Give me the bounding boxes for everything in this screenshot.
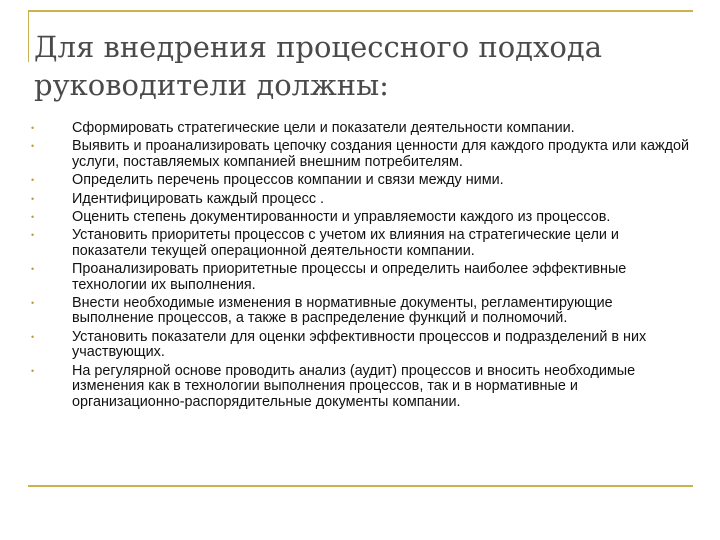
bullet-icon: • <box>31 193 35 204</box>
top-rule <box>28 10 693 12</box>
bullet-icon: • <box>31 331 35 342</box>
title-line-1: Для внедрения процессного подхода <box>34 30 602 64</box>
list-item <box>30 173 690 188</box>
list-item <box>30 364 690 410</box>
list-item <box>30 262 690 293</box>
list-item-text: Установить приоритеты процессов с учетом их влияния на стратегические цели и показатели текущей операционной деятельности компании. <box>72 227 619 259</box>
slide-title <box>34 28 684 104</box>
bullet-icon: • <box>31 298 35 309</box>
list-item-text: Установить показатели для оценки эффективности процессов и подразделений в них участвующих. <box>72 328 647 361</box>
list-item-text: Внести необходимые изменения в нормативные документы, регламентирующие выполнение процессов, а также в распределение функций и полномочий. <box>72 295 613 327</box>
bullet-icon: • <box>31 175 35 186</box>
list-item <box>30 296 690 327</box>
list-item-text: Определить перечень процессов компании и связи между ними. <box>72 172 504 189</box>
list-item-text: На регулярной основе проводить анализ (аудит) процессов и вносить необходимые изменения как в технологии выполнения процессов, так и в нормативные и организационно-распорядительные документы компании. <box>72 362 636 410</box>
list-item <box>30 192 690 207</box>
bullet-icon: • <box>31 264 35 275</box>
list-item <box>30 228 690 259</box>
list-item <box>30 210 690 225</box>
left-accent-rule <box>28 10 29 62</box>
title-line-2: руководители должны: <box>34 68 389 102</box>
list-item-text: Проанализировать приоритетные процессы и определить наиболее эффективные технологии их выполнения. <box>72 261 627 293</box>
list-item-text: Сформировать стратегические цели и показатели деятельности компании. <box>72 120 575 136</box>
bullet-list <box>30 121 690 413</box>
list-item-text: Выявить и проанализировать цепочку создания ценности для каждого продукта или каждой услуги, поставляемых компанией внешним потребителям. <box>72 138 690 170</box>
bullet-icon: • <box>31 365 35 376</box>
bullet-icon: • <box>31 141 35 152</box>
list-item <box>30 121 690 136</box>
bullet-icon: • <box>31 123 35 133</box>
bullet-icon: • <box>31 212 35 223</box>
bottom-rule <box>28 485 693 487</box>
bullet-icon: • <box>31 230 35 241</box>
list-item-text: Оценить степень документированности и управляемости каждого из процессов. <box>72 209 611 226</box>
list-item-text: Идентифицировать каждый процесс . <box>72 190 325 207</box>
list-item <box>30 139 690 170</box>
list-item <box>30 330 690 361</box>
